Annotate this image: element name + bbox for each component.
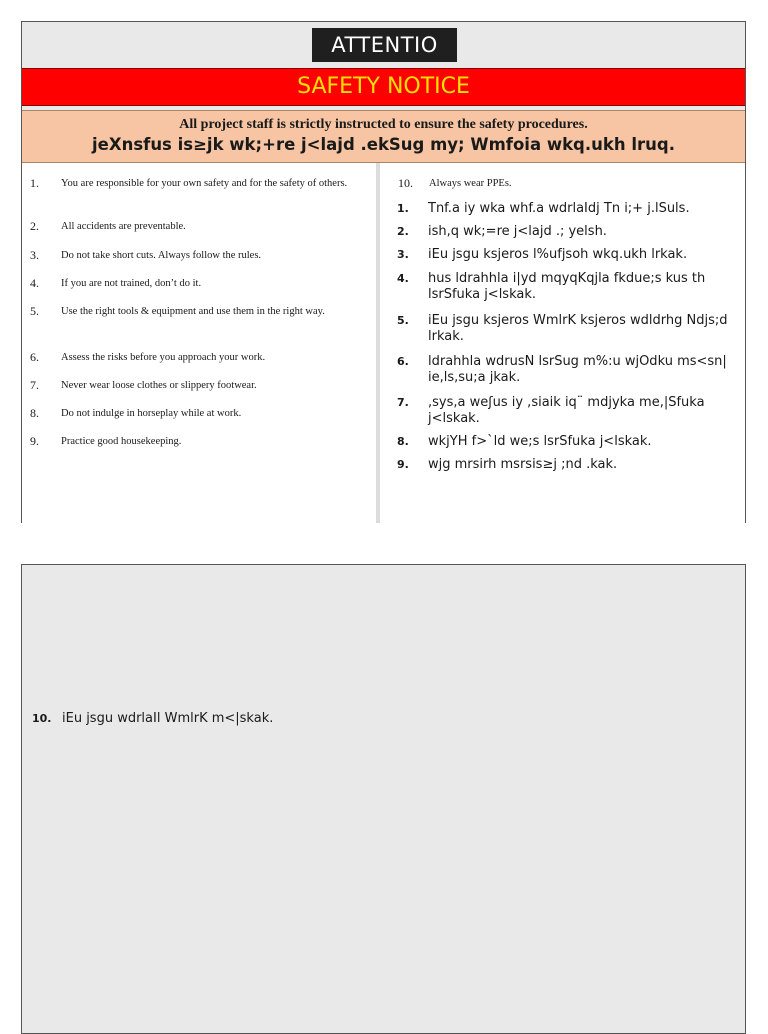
english-rule: 1. You are responsible for your own safety and for the safety of others.: [30, 176, 348, 190]
sinhala-rule: 4. hus ldrahhla i|yd mqyqKqjla fkdue;s kus th lsrSfuka j<lskak.: [397, 271, 706, 302]
sinhala-rule: 1. Tnf.a iy wka whf.a wdrlaIdj Tn i;+ j.lSuls.: [397, 201, 690, 216]
english-rule: 4. If you are not trained, don’t do it.: [30, 276, 202, 290]
safety-notice-page-1: [21, 21, 746, 523]
sinhala-rule: 8. wkjYH f>`ld we;s lsrSfuka j<lskak.: [397, 434, 652, 449]
sinhala-rule: 2. ish,q wk;=re j<lajd .; yelsh.: [397, 224, 607, 239]
sinhala-rule: 3. iEu jsgu ksjeros l%ufjsoh wkq.ukh lrkak.: [397, 247, 688, 262]
english-rule: 8. Do not indulge in horseplay while at work.: [30, 406, 242, 420]
english-rule: 10. Always wear PPEs.: [398, 176, 512, 190]
english-rule: 6. Assess the risks before you approach your work.: [30, 350, 266, 364]
english-rule: 7. Never wear loose clothes or slippery footwear.: [30, 378, 257, 392]
sinhala-rules-column: [380, 163, 745, 523]
english-rule: 2. All accidents are preventable.: [30, 219, 186, 233]
english-rules-column: [22, 163, 376, 523]
instruction-english: All project staff is strictly instructed to ensure the safety procedures.: [179, 117, 588, 132]
attention-row: [22, 22, 745, 68]
sinhala-rule: 7. ,sys,a weʃus iy ,siaik iq¨ mdjyka me,|Sfuka j<lskak.: [397, 395, 705, 426]
attention-label: ATTENTIO: [312, 28, 457, 62]
sinhala-rule: 9. wjg mrsirh msrsis≥j ;nd .kak.: [397, 457, 618, 472]
english-rule: 5. Use the right tools & equipment and use them in the right way.: [30, 304, 325, 318]
sinhala-rule: 10. iEu jsgu wdrlaIl WmlrK m<|skak.: [32, 711, 274, 726]
english-rule: 9. Practice good housekeeping.: [30, 434, 182, 448]
sinhala-rule: 6. ldrahhla wdrusN lsrSug m%:u wjOdku ms<sn| ie,ls,su;a jkak.: [397, 354, 727, 385]
english-rule: 3. Do not take short cuts. Always follow the rules.: [30, 248, 262, 262]
safety-notice-page-2: [21, 564, 746, 1034]
instruction-box: [22, 110, 745, 163]
instruction-sinhala: jeXnsfus is≥jk wk;+re j<lajd .ekSug my; Wmfoia wkq.ukh lruq.: [92, 135, 675, 154]
safety-notice-banner: SAFETY NOTICE: [22, 68, 745, 106]
sinhala-rule: 5. iEu jsgu ksjeros WmlrK ksjeros wdldrhg Ndjs;d lrkak.: [397, 313, 728, 344]
